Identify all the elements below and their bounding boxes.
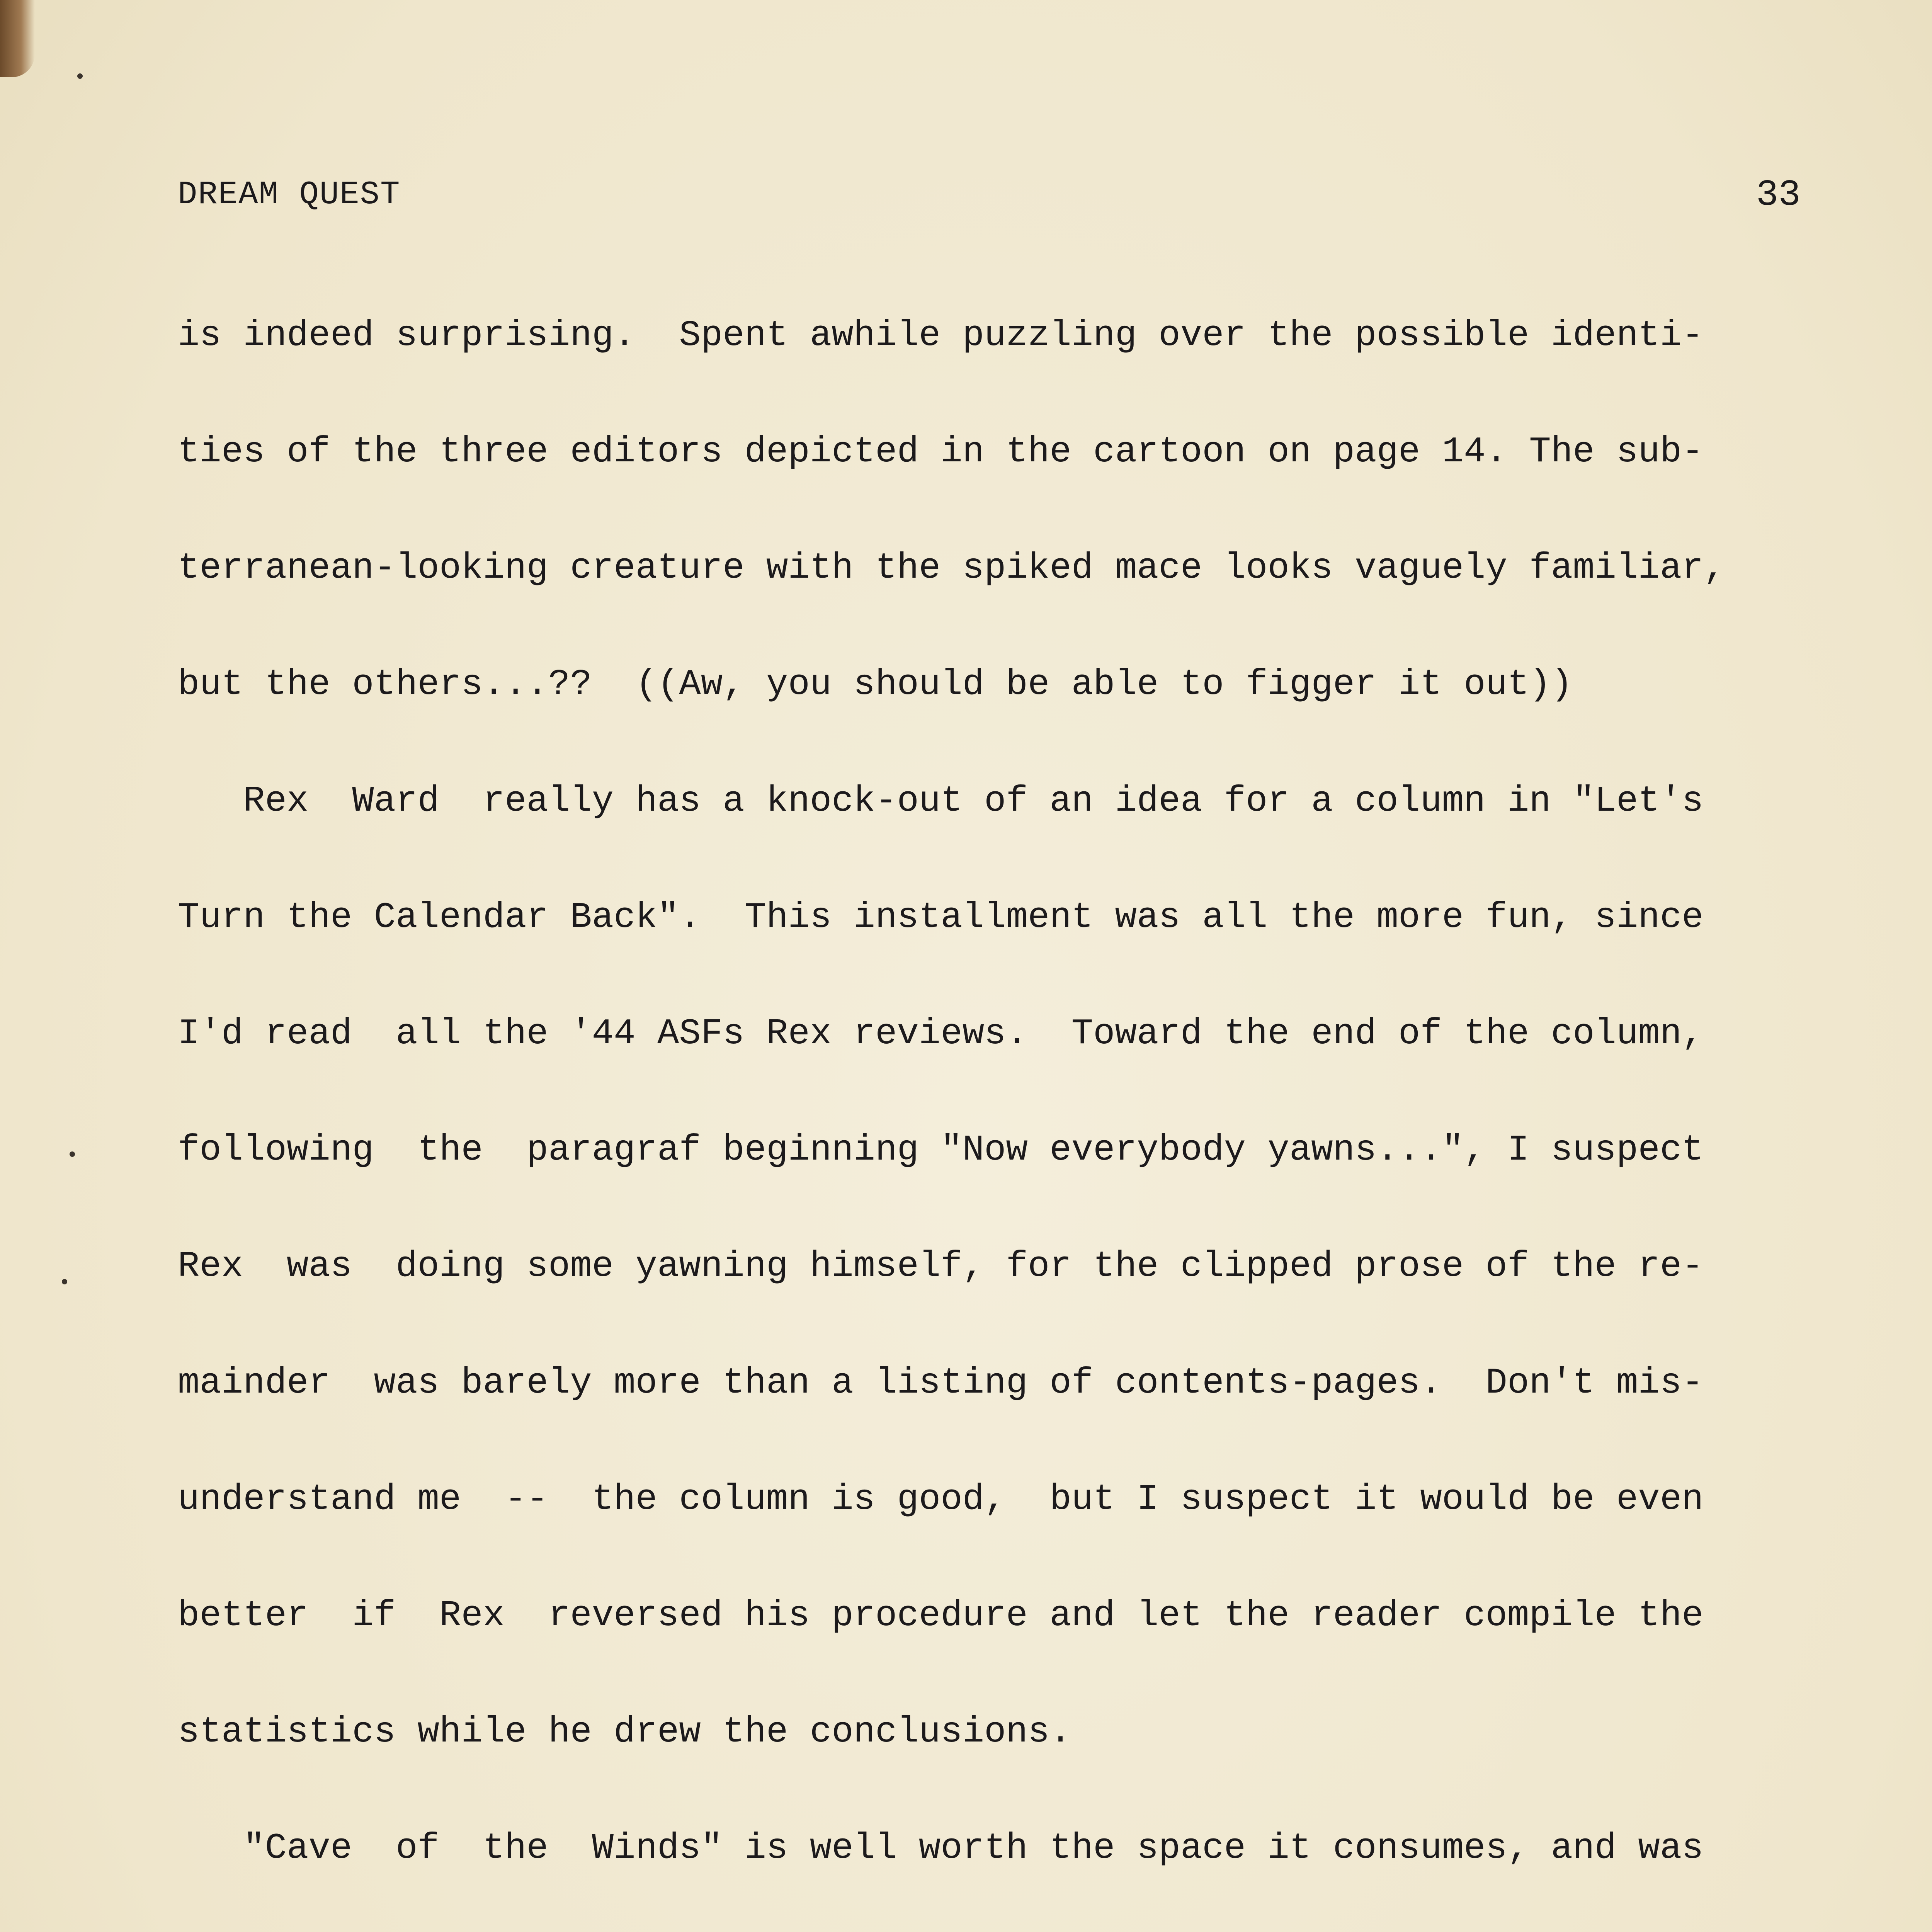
letter-column bbox=[178, 239, 1808, 1932]
text-line: I'd read all the '44 ASFs Rex reviews. Toward the end of the column, bbox=[178, 1014, 1704, 1055]
torn-corner bbox=[0, 0, 35, 77]
text-line: ties of the three editors depicted in the cartoon on page 14. The sub- bbox=[178, 432, 1704, 473]
text-line: Rex was doing some yawning himself, for the clipped prose of the re- bbox=[178, 1246, 1704, 1287]
text-line: understand me -- the column is good, but I suspect it would be even bbox=[178, 1479, 1704, 1520]
text-line: but the others...?? ((Aw, you should be able to figger it out)) bbox=[178, 664, 1573, 706]
text-line: Turn the Calendar Back". This installment was all the more fun, since bbox=[178, 897, 1704, 938]
text-line: terranean-looking creature with the spiked mace looks vaguely familiar, bbox=[178, 548, 1726, 589]
paper-speck bbox=[62, 1279, 67, 1284]
page-number: 33 bbox=[1756, 174, 1801, 216]
text-line: following the paragraf beginning "Now everybody yawns...", I suspect bbox=[178, 1130, 1704, 1171]
text-line: better if Rex reversed his procedure and let the reader compile the bbox=[178, 1595, 1704, 1637]
text-line: Rex Ward really has a knock-out of an idea for a column in "Let's bbox=[178, 781, 1704, 822]
text-line: "Cave of the Winds" is well worth the space it consumes, and was bbox=[178, 1828, 1704, 1869]
text-line: mainder was barely more than a listing of contents-pages. Don't mis- bbox=[178, 1362, 1704, 1404]
text-line: statistics while he drew the conclusions. bbox=[178, 1712, 1071, 1753]
staple-hole bbox=[77, 73, 83, 79]
paper-speck bbox=[70, 1151, 75, 1157]
text-line: is indeed surprising. Spent awhile puzzling over the possible identi- bbox=[178, 315, 1704, 356]
page-title: DREAM QUEST bbox=[178, 177, 401, 213]
running-head bbox=[178, 174, 1801, 216]
